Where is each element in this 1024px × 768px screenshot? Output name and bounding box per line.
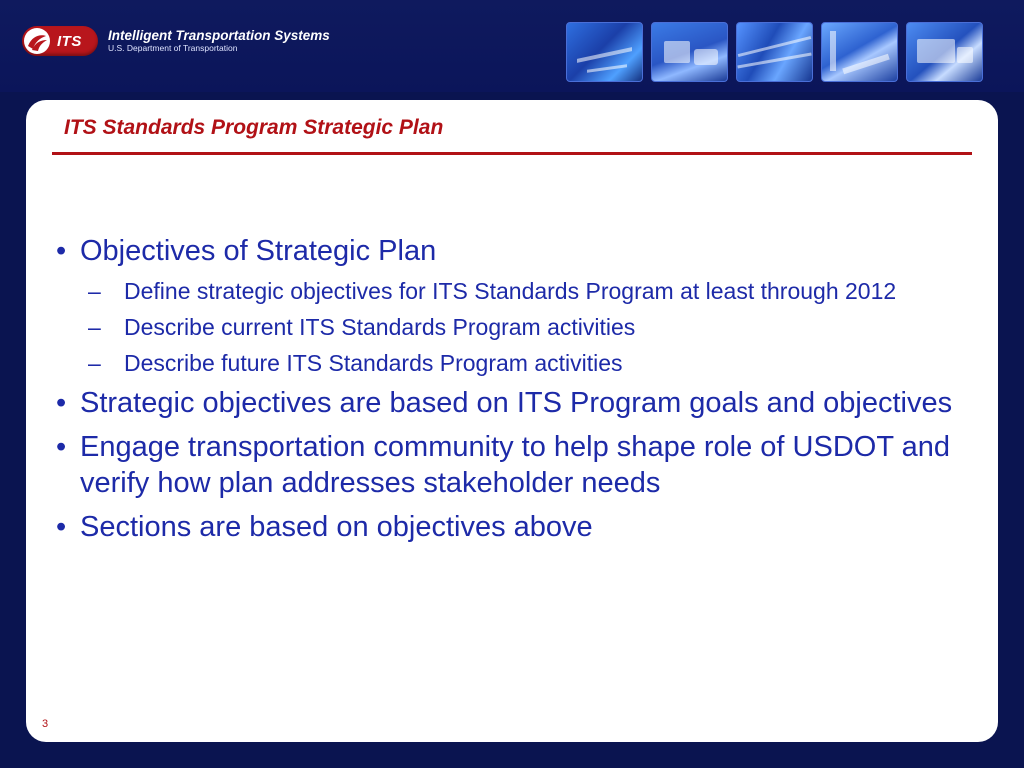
sub-bullet-item [54, 349, 964, 378]
slide-panel [26, 100, 998, 742]
header-banner [0, 0, 1024, 92]
dash-icon: – [88, 350, 101, 376]
highway-blur-photo [736, 22, 813, 82]
organization-name [108, 28, 330, 54]
slide-content [54, 233, 964, 553]
bullet-icon: • [56, 235, 67, 267]
bullet-item [54, 509, 964, 545]
bullet-text: Objectives of Strategic Plan [80, 235, 437, 267]
bullet-icon: • [56, 511, 67, 543]
header-photo-strip [566, 22, 983, 80]
bullet-text: Engage transportation community to help shape role of USDOT and verify how plan addresses stakeholder needs [80, 431, 950, 499]
sub-bullet-item [54, 277, 964, 306]
bullet-item [54, 429, 964, 501]
dash-icon: – [88, 278, 101, 304]
org-subtitle: U.S. Department of Transportation [108, 43, 238, 53]
its-logo-text: ITS [57, 32, 82, 50]
bullet-item [54, 385, 964, 421]
city-traffic-photo [821, 22, 898, 82]
bullet-text: Strategic objectives are based on ITS Program goals and objectives [80, 387, 953, 419]
its-logo-pill [22, 26, 98, 56]
truck-and-van-photo [651, 22, 728, 82]
title-divider [52, 152, 972, 155]
bullet-icon: • [56, 431, 67, 463]
org-title: Intelligent Transportation Systems [108, 28, 330, 43]
dot-emblem-icon [24, 28, 50, 54]
semi-truck-photo [906, 22, 983, 82]
sub-bullet-text: Describe current ITS Standards Program activities [124, 314, 636, 340]
sub-bullet-item [54, 313, 964, 342]
slide-title: ITS Standards Program Strategic Plan [64, 116, 444, 139]
its-logo [22, 24, 330, 58]
bullet-text: Sections are based on objectives above [80, 511, 593, 543]
sub-bullet-text: Define strategic objectives for ITS Standards Program at least through 2012 [124, 278, 897, 304]
page-number: 3 [42, 718, 49, 730]
sub-bullet-text: Describe future ITS Standards Program activities [124, 350, 623, 376]
sub-bullet-list [54, 277, 964, 378]
dash-icon: – [88, 314, 101, 340]
bullet-icon: • [56, 387, 67, 419]
tunnel-traffic-photo [566, 22, 643, 82]
bullet-item [54, 233, 964, 269]
